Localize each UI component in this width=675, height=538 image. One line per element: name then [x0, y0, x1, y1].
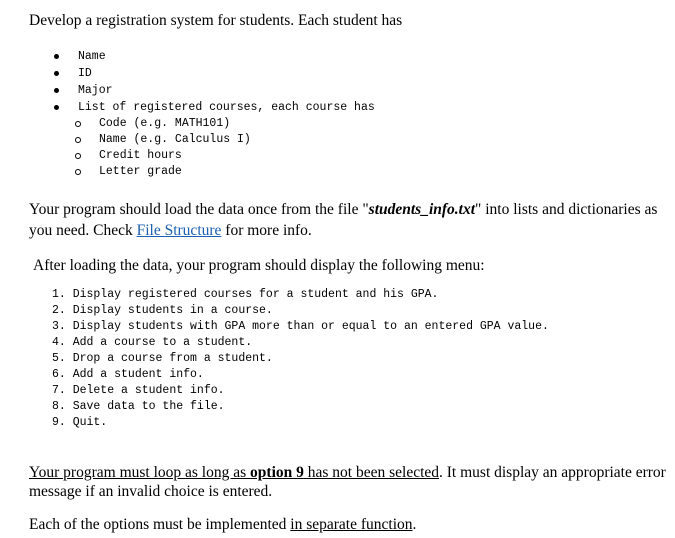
bullet-icon: [54, 54, 59, 59]
menu-list: [52, 287, 549, 431]
menu-item: 5. Drop a course from a student.: [52, 352, 273, 365]
intro-text: Develop a registration system for students. Each student has: [29, 12, 403, 29]
list-item: Name (e.g. Calculus I): [70, 132, 675, 148]
menu-intro-text: After loading the data, your program should display the following menu:: [33, 257, 485, 274]
menu-item: 4. Add a course to a student.: [52, 336, 253, 349]
circle-bullet-icon: [75, 137, 81, 143]
circle-bullet-icon: [75, 153, 81, 159]
menu-item: 2. Display students in a course.: [52, 304, 273, 317]
circle-bullet-icon: [75, 169, 81, 175]
function-paragraph: Each of the options must be implemented in separate function.: [29, 516, 417, 533]
menu-item: 9. Quit.: [52, 416, 108, 429]
student-fields-list: [50, 48, 375, 116]
load-paragraph: Your program should load the data once from the file "students_info.txt" into lists and dictionaries as you need. Check File Structure for more info.: [29, 201, 658, 239]
menu-item: 6. Add a student info.: [52, 368, 204, 381]
file-structure-link[interactable]: File Structure: [136, 222, 222, 239]
bullet-icon: [54, 88, 59, 93]
circle-bullet-icon: [75, 121, 81, 127]
list-item: Letter grade: [70, 164, 675, 180]
list-item: Major: [50, 82, 375, 99]
list-item: List of registered courses, each course has: [50, 99, 375, 116]
menu-item: 3. Display students with GPA more than or equal to an entered GPA value.: [52, 320, 549, 333]
menu-item: 8. Save data to the file.: [52, 400, 225, 413]
menu-item: 7. Delete a student info.: [52, 384, 225, 397]
bullet-icon: [54, 105, 59, 110]
loop-paragraph: Your program must loop as long as option 9 has not been selected. It must display an appropriate error message if an invalid choice is entered.: [29, 464, 666, 500]
filename: students_info.txt: [368, 201, 476, 218]
bullet-icon: [54, 71, 59, 76]
list-item: ID: [50, 65, 375, 82]
list-item: Credit hours: [70, 148, 675, 164]
menu-item: 1. Display registered courses for a student and his GPA.: [52, 288, 439, 301]
list-item: Code (e.g. MATH101): [70, 116, 675, 132]
course-fields-list: [70, 116, 675, 180]
list-item: Name: [50, 48, 375, 65]
